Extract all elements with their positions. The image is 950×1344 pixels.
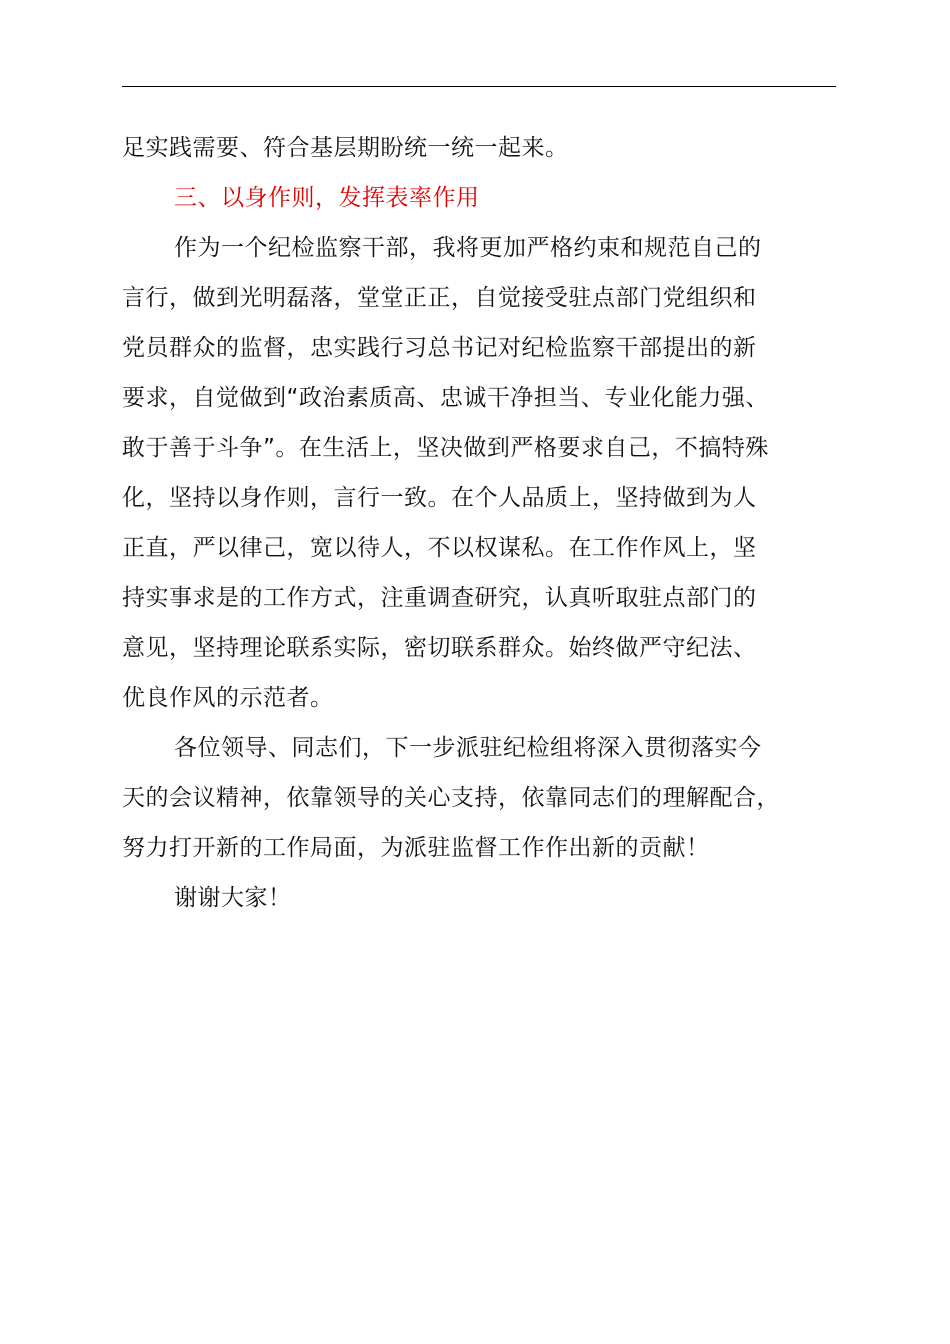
- body-line: 党员群众的监督，忠实践行习总书记对纪检监察干部提出的新: [122, 335, 757, 361]
- body-line: 优良作风的示范者。: [122, 685, 334, 711]
- body-line: 敢于善于斗争”。在生活上，坚决做到严格要求自己，不搞特殊: [122, 435, 769, 461]
- body-line: 各位领导、同志们，下一步派驻纪检组将深入贯彻落实今: [174, 735, 762, 761]
- body-line: 要求，自觉做到“政治素质高、忠诚干净担当、专业化能力强、: [122, 385, 769, 411]
- header-rule: [122, 86, 836, 87]
- body-line: 努力打开新的工作局面，为派驻监督工作作出新的贡献！: [122, 835, 710, 861]
- body-line: 天的会议精神，依靠领导的关心支持，依靠同志们的理解配合，: [122, 785, 780, 811]
- body-line: 意见，坚持理论联系实际，密切联系群众。始终做严守纪法、: [122, 635, 757, 661]
- body-line: 言行，做到光明磊落，堂堂正正，自觉接受驻点部门党组织和: [122, 285, 757, 311]
- body-line: 足实践需要、符合基层期盼统一统一起来。: [122, 135, 569, 161]
- body-line: 持实事求是的工作方式，注重调查研究，认真听取驻点部门的: [122, 585, 757, 611]
- body-line: 化，坚持以身作则，言行一致。在个人品质上，坚持做到为人: [122, 485, 757, 511]
- section-heading: 三、以身作则，发挥表率作用: [174, 185, 480, 211]
- body-line: 作为一个纪检监察干部，我将更加严格约束和规范自己的: [174, 235, 762, 261]
- closing-line: 谢谢大家！: [174, 885, 292, 911]
- body-line: 正直，严以律己，宽以待人，不以权谋私。在工作作风上，坚: [122, 535, 757, 561]
